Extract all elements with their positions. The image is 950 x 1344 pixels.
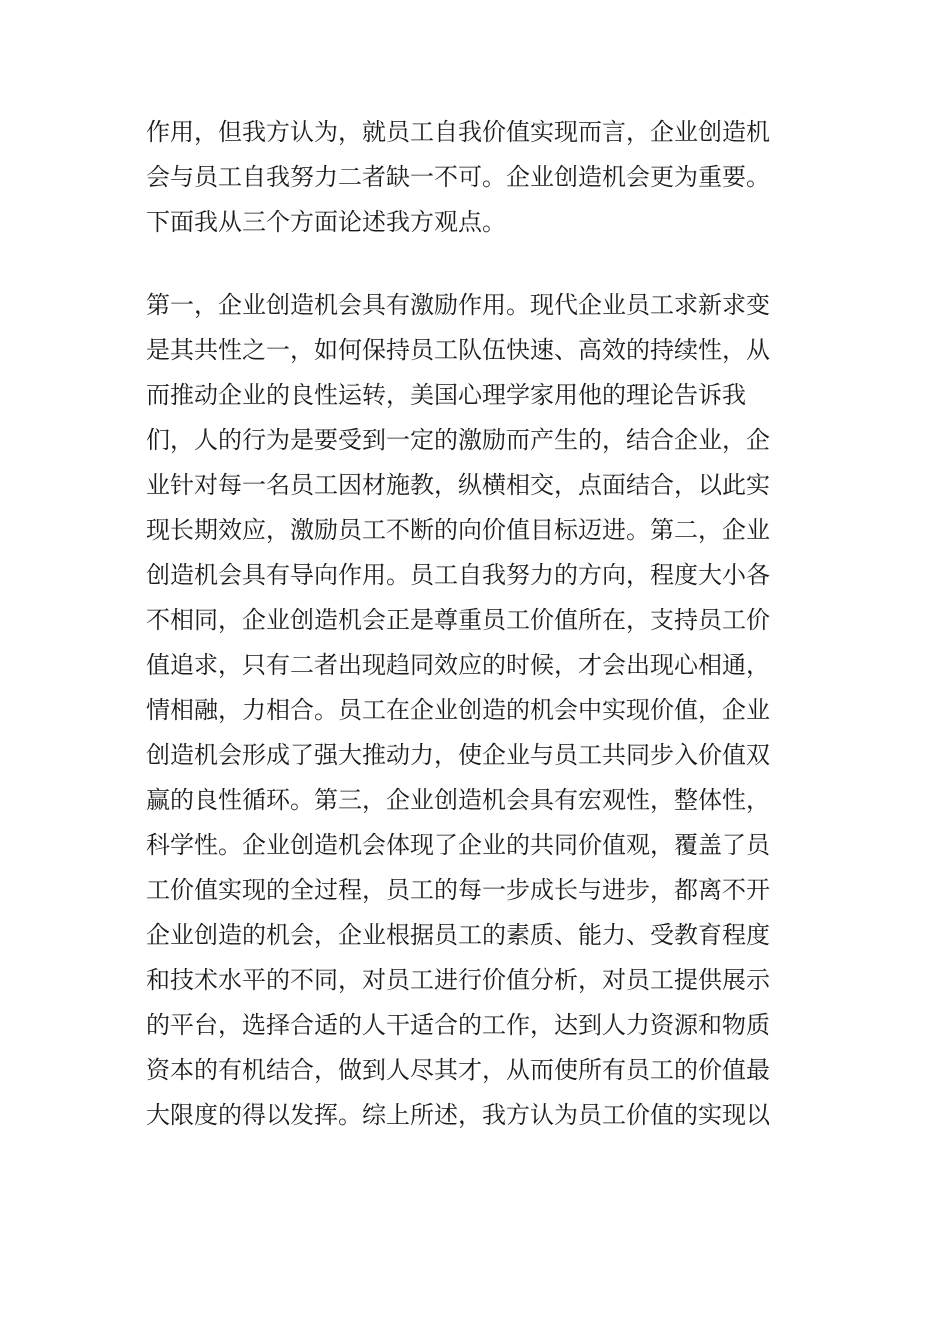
- text-line: 们，人的行为是要受到一定的激励而产生的，结合企业，企: [146, 426, 770, 454]
- text-line: 创造机会形成了强大推动力，使企业与员工共同步入价值双: [146, 741, 770, 769]
- text-line: [146, 1138, 816, 1183]
- text-line: 业针对每一名员工因材施教，纵横相交，点面结合，以此实: [146, 471, 770, 499]
- text-line: 大限度的得以发挥。综上所述，我方认为员工价值的实现以: [146, 1101, 770, 1129]
- text-line: 是其共性之一，如何保持员工队伍快速、高效的持续性，从: [146, 336, 770, 364]
- text-line: 作用，但我方认为，就员工自我价值实现而言，企业创造机: [146, 118, 770, 146]
- text-line: 不相同，企业创造机会正是尊重员工价值所在，支持员工价: [146, 606, 770, 634]
- text-line: 情相融，力相合。员工在企业创造的机会中实现价值，企业: [146, 696, 770, 724]
- text-line: 现长期效应，激励员工不断的向价值目标迈进。第二，企业: [146, 516, 770, 544]
- text-line: 赢的良性循环。第三，企业创造机会具有宏观性，整体性，: [146, 786, 770, 814]
- paragraph-arguments: [146, 283, 816, 1183]
- text-line: 值追求，只有二者出现趋同效应的时候，才会出现心相通，: [146, 651, 770, 679]
- text-line: 第一，企业创造机会具有激励作用。现代企业员工求新求变: [146, 291, 770, 319]
- text-line: 企业创造的机会，企业根据员工的素质、能力、受教育程度: [146, 921, 770, 949]
- text-line: 科学性。企业创造机会体现了企业的共同价值观，覆盖了员: [146, 831, 770, 859]
- text-line: 而推动企业的良性运转，美国心理学家用他的理论告诉我: [146, 381, 746, 409]
- text-line: 会与员工自我努力二者缺一不可。企业创造机会更为重要。: [146, 163, 770, 191]
- text-line: 资本的有机结合，做到人尽其才，从而使所有员工的价值最: [146, 1056, 770, 1084]
- text-line: 下面我从三个方面论述我方观点。: [146, 208, 506, 236]
- text-line: 创造机会具有导向作用。员工自我努力的方向，程度大小各: [146, 561, 770, 589]
- paragraph-intro: [146, 110, 816, 245]
- text-line: 工价值实现的全过程，员工的每一步成长与进步，都离不开: [146, 876, 770, 904]
- text-line: 和技术水平的不同，对员工进行价值分析，对员工提供展示: [146, 966, 770, 994]
- text-line: 的平台，选择合适的人干适合的工作，达到人力资源和物质: [146, 1011, 770, 1039]
